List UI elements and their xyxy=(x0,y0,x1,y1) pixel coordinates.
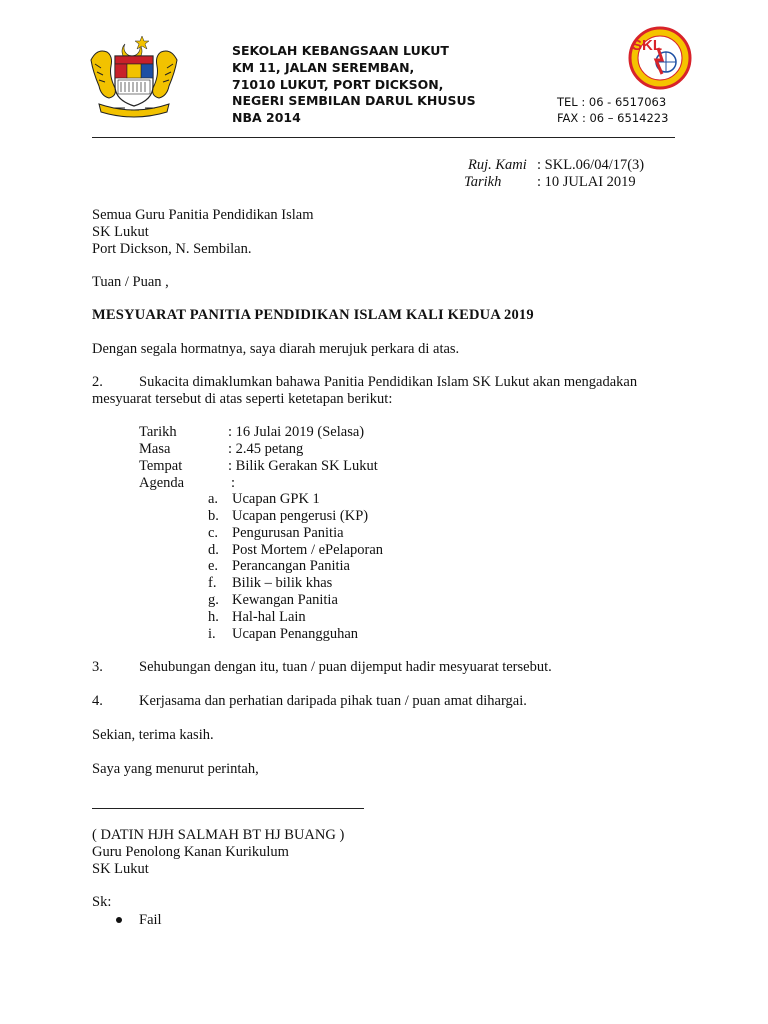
para-2-line-1: Sukacita dimaklumkan bahawa Panitia Pendidikan Islam SK Lukut akan mengadakan xyxy=(139,374,638,390)
header-divider xyxy=(92,137,675,138)
agenda-letter: d. xyxy=(208,542,219,558)
para-4-text: Kerjasama dan perhatian daripada pihak tuan / puan amat dihargai. xyxy=(139,693,527,709)
detail-value: : xyxy=(231,475,236,491)
recipient-line-3: Port Dickson, N. Sembilan. xyxy=(92,241,252,257)
agenda-letter: a. xyxy=(208,491,219,507)
agenda-item: Pengurusan Panitia xyxy=(232,525,344,541)
agenda-item: Ucapan Penangguhan xyxy=(232,626,359,642)
address-line-1: KM 11, JALAN SEREMBAN, xyxy=(232,60,415,75)
ref-label: Ruj. Kami xyxy=(468,157,527,173)
agenda-letter: e. xyxy=(208,558,219,574)
address-line-3: NEGERI SEMBILAN DARUL KHUSUS xyxy=(232,93,476,108)
detail-label: Agenda xyxy=(139,475,185,491)
closing-2: Saya yang menurut perintah, xyxy=(92,761,259,777)
detail-label: Masa xyxy=(139,441,171,457)
para-2-line-2: mesyuarat tersebut di atas seperti ketetapan berikut: xyxy=(92,391,393,407)
date-value: : 10 JULAI 2019 xyxy=(537,174,636,190)
agenda-item: Perancangan Panitia xyxy=(232,558,350,574)
agenda-letter: h. xyxy=(208,609,219,625)
bullet-icon xyxy=(116,917,122,923)
school-logo-icon xyxy=(628,26,692,90)
letter-title: MESYUARAT PANITIA PENDIDIKAN ISLAM KALI KEDUA 2019 xyxy=(92,307,534,323)
school-name: SEKOLAH KEBANGSAAN LUKUT xyxy=(232,43,449,58)
recipient-line-2: SK Lukut xyxy=(92,224,149,240)
coat-of-arms-icon xyxy=(85,30,183,120)
para-4-number: 4. xyxy=(92,693,103,709)
agenda-item: Bilik – bilik khas xyxy=(232,575,333,591)
cc-item: Fail xyxy=(139,912,162,928)
recipient-line-1: Semua Guru Panitia Pendidikan Islam xyxy=(92,207,314,223)
agenda-item: Post Mortem / ePelaporan xyxy=(232,542,384,558)
date-label: Tarikh xyxy=(464,174,502,190)
address-line-2: 71010 LUKUT, PORT DICKSON, xyxy=(232,77,444,92)
agenda-letter: g. xyxy=(208,592,219,608)
detail-value: : 2.45 petang xyxy=(228,441,304,457)
signatory-name: ( DATIN HJH SALMAH BT HJ BUANG ) xyxy=(92,827,345,843)
agenda-item: Ucapan pengerusi (KP) xyxy=(232,508,369,524)
signature-line xyxy=(92,808,364,809)
school-code: NBA 2014 xyxy=(232,110,301,125)
closing: Sekian, terima kasih. xyxy=(92,727,214,743)
agenda-letter: c. xyxy=(208,525,219,541)
para-2-number: 2. xyxy=(92,374,103,390)
agenda-item: Kewangan Panitia xyxy=(232,592,338,608)
cc-label: Sk: xyxy=(92,894,112,910)
telephone: TEL : 06 - 6517063 xyxy=(557,95,667,109)
agenda-item: Hal-hal Lain xyxy=(232,609,306,625)
intro-paragraph: Dengan segala hormatnya, saya diarah merujuk perkara di atas. xyxy=(92,341,460,357)
logo-text: SKL xyxy=(632,37,662,54)
detail-label: Tempat xyxy=(139,458,183,474)
agenda-item: Ucapan GPK 1 xyxy=(232,491,320,507)
agenda-letter: f. xyxy=(208,575,217,591)
detail-value: : Bilik Gerakan SK Lukut xyxy=(228,458,378,474)
signatory-school: SK Lukut xyxy=(92,861,149,877)
ref-value: : SKL.06/04/17(3) xyxy=(537,157,645,173)
fax: FAX : 06 – 6514223 xyxy=(557,111,669,125)
para-3-text: Sehubungan dengan itu, tuan / puan dijemput hadir mesyuarat tersebut. xyxy=(139,659,552,675)
detail-label: Tarikh xyxy=(139,424,177,440)
agenda-letter: i. xyxy=(208,626,216,642)
salutation: Tuan / Puan , xyxy=(92,274,169,290)
signatory-position: Guru Penolong Kanan Kurikulum xyxy=(92,844,289,860)
detail-value: : 16 Julai 2019 (Selasa) xyxy=(228,424,365,440)
agenda-letter: b. xyxy=(208,508,219,524)
para-3-number: 3. xyxy=(92,659,103,675)
